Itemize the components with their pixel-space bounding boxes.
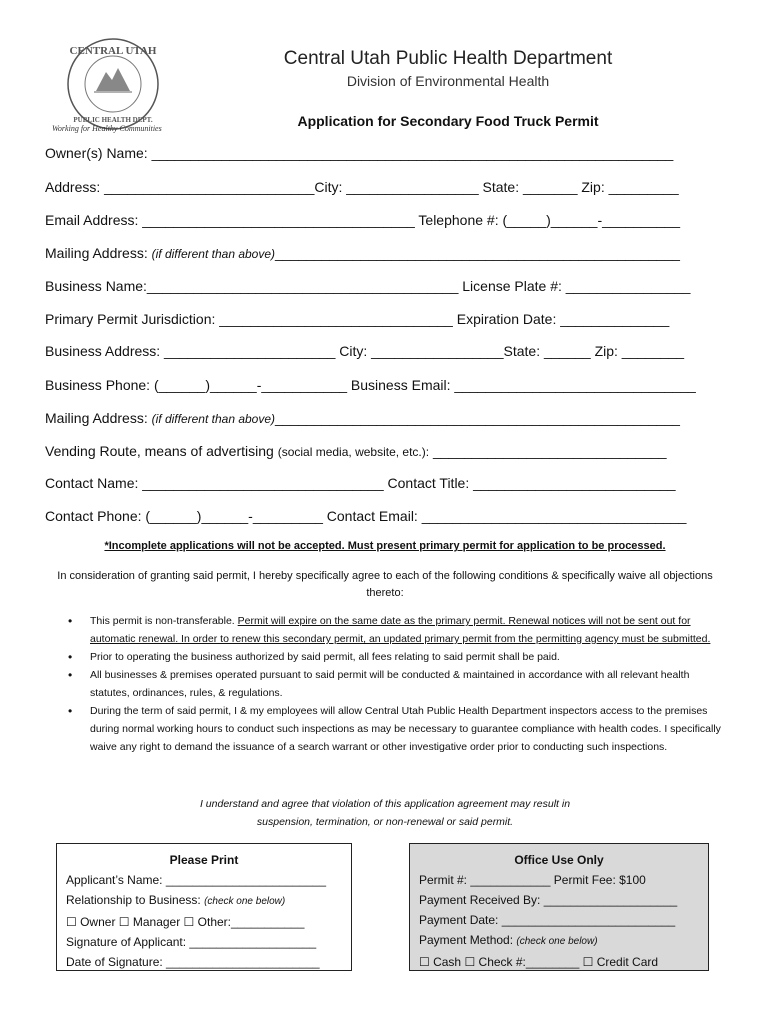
condition-item: • Prior to operating the business authorized by said permit, all fees relating to said permit shall be paid. [68, 648, 726, 666]
payment-date-field[interactable]: Payment Date: __________________________ [419, 913, 676, 927]
payment-received-field[interactable]: Payment Received By: ____________________ [419, 893, 678, 907]
division-name: Division of Environmental Health [346, 73, 550, 89]
signature-date-field[interactable]: Date of Signature: _______________________ [66, 955, 320, 969]
email-telephone-field[interactable]: Email Address: ___________________________________ Telephone #: (_____)______-__________ [45, 212, 680, 228]
department-seal-logo [58, 36, 168, 136]
applicant-signature-field[interactable]: Signature of Applicant: ___________________ [66, 935, 317, 949]
contact-name-field[interactable]: Contact Name: _______________________________ Contact Title: __________________________ [45, 475, 676, 491]
address-field[interactable]: Address: ___________________________City: _________________ State: _______ Zip: _________ [45, 179, 679, 195]
condition-item: • All businesses & premises operated pursuant to said permit will be conducted & maintained in accordance with all relevant health statutes, ordinances, rules, & regulations. [68, 666, 726, 702]
incomplete-notice: *Incomplete applications will not be accepted. Must present primary permit for application to be processed. [104, 540, 666, 552]
applicant-box [56, 843, 352, 971]
applicant-name-field[interactable]: Applicant’s Name: ________________________ [66, 873, 326, 887]
condition-item: • During the term of said permit, I & my employees will allow Central Utah Public Health Department inspectors access to the premises during normal working hours to conduct such inspections as may be necessary to guarantee compliance with health codes. I specifically waive any right to demand the issuance of a search warrant or other investigative order prior to conducting such inspections. [68, 702, 726, 756]
payment-method-checkboxes[interactable]: ☐ Cash ☐ Check #:________ ☐ Credit Card [419, 955, 659, 969]
business-mailing-address-field[interactable]: Mailing Address: (if different than above)____________________________________________________ [45, 410, 680, 426]
agreement-statement: I understand and agree that violation of this application agreement may result in suspension, termination, or non-renewal or said permit. [199, 798, 571, 828]
owner-name-field[interactable]: Owner(s) Name: ___________________________________________________________________ [45, 145, 674, 161]
office-box-title: Office Use Only [514, 853, 604, 867]
svg-text:PUBLIC HEALTH DEPT.: PUBLIC HEALTH DEPT. [73, 116, 153, 124]
relationship-checkboxes[interactable]: ☐ Owner ☐ Manager ☐ Other:___________ [66, 915, 305, 929]
primary-permit-field[interactable]: Primary Permit Jurisdiction: ______________________________ Expiration Date: ______________ [45, 311, 670, 327]
consideration-text: In consideration of granting said permit, I hereby specifically agree to each of the following conditions & specifically waive all objections thereto: [57, 570, 713, 599]
mailing-address-field[interactable]: Mailing Address: (if different than above)____________________________________________________ [45, 245, 680, 261]
conditions-list [68, 612, 726, 756]
relationship-label: Relationship to Business: (check one below) [66, 893, 286, 907]
department-name: Central Utah Public Health Department [283, 48, 613, 69]
business-address-field[interactable]: Business Address: ______________________ City: _________________State: ______ Zip: ________ [45, 343, 685, 359]
svg-text:CENTRAL UTAH: CENTRAL UTAH [69, 45, 157, 57]
payment-method-label: Payment Method: (check one below) [419, 933, 598, 947]
business-name-field[interactable]: Business Name:________________________________________ License Plate #: ________________ [45, 278, 691, 294]
condition-item: • This permit is non-transferable. Permit will expire on the same date as the primary permit. Renewal notices will not be sent out for automatic renewal. In order to renew this secondary permit, an updated primary permit from the permitting agency must be submitted. [68, 612, 726, 648]
permit-number-field[interactable]: Permit #: ____________ Permit Fee: $100 [419, 873, 646, 887]
contact-phone-field[interactable]: Contact Phone: (______)______-_________ Contact Email: __________________________________ [45, 508, 687, 524]
applicant-box-title: Please Print [169, 853, 239, 867]
business-phone-field[interactable]: Business Phone: (______)______-___________ Business Email: _______________________________ [45, 377, 696, 393]
vending-route-field[interactable]: Vending Route, means of advertising (social media, website, etc.): ______________________________ [45, 443, 667, 459]
application-title: Application for Secondary Food Truck Permit [297, 113, 599, 129]
logo-tagline: Working for Healthy Communities [52, 124, 162, 133]
office-use-box [409, 843, 709, 971]
